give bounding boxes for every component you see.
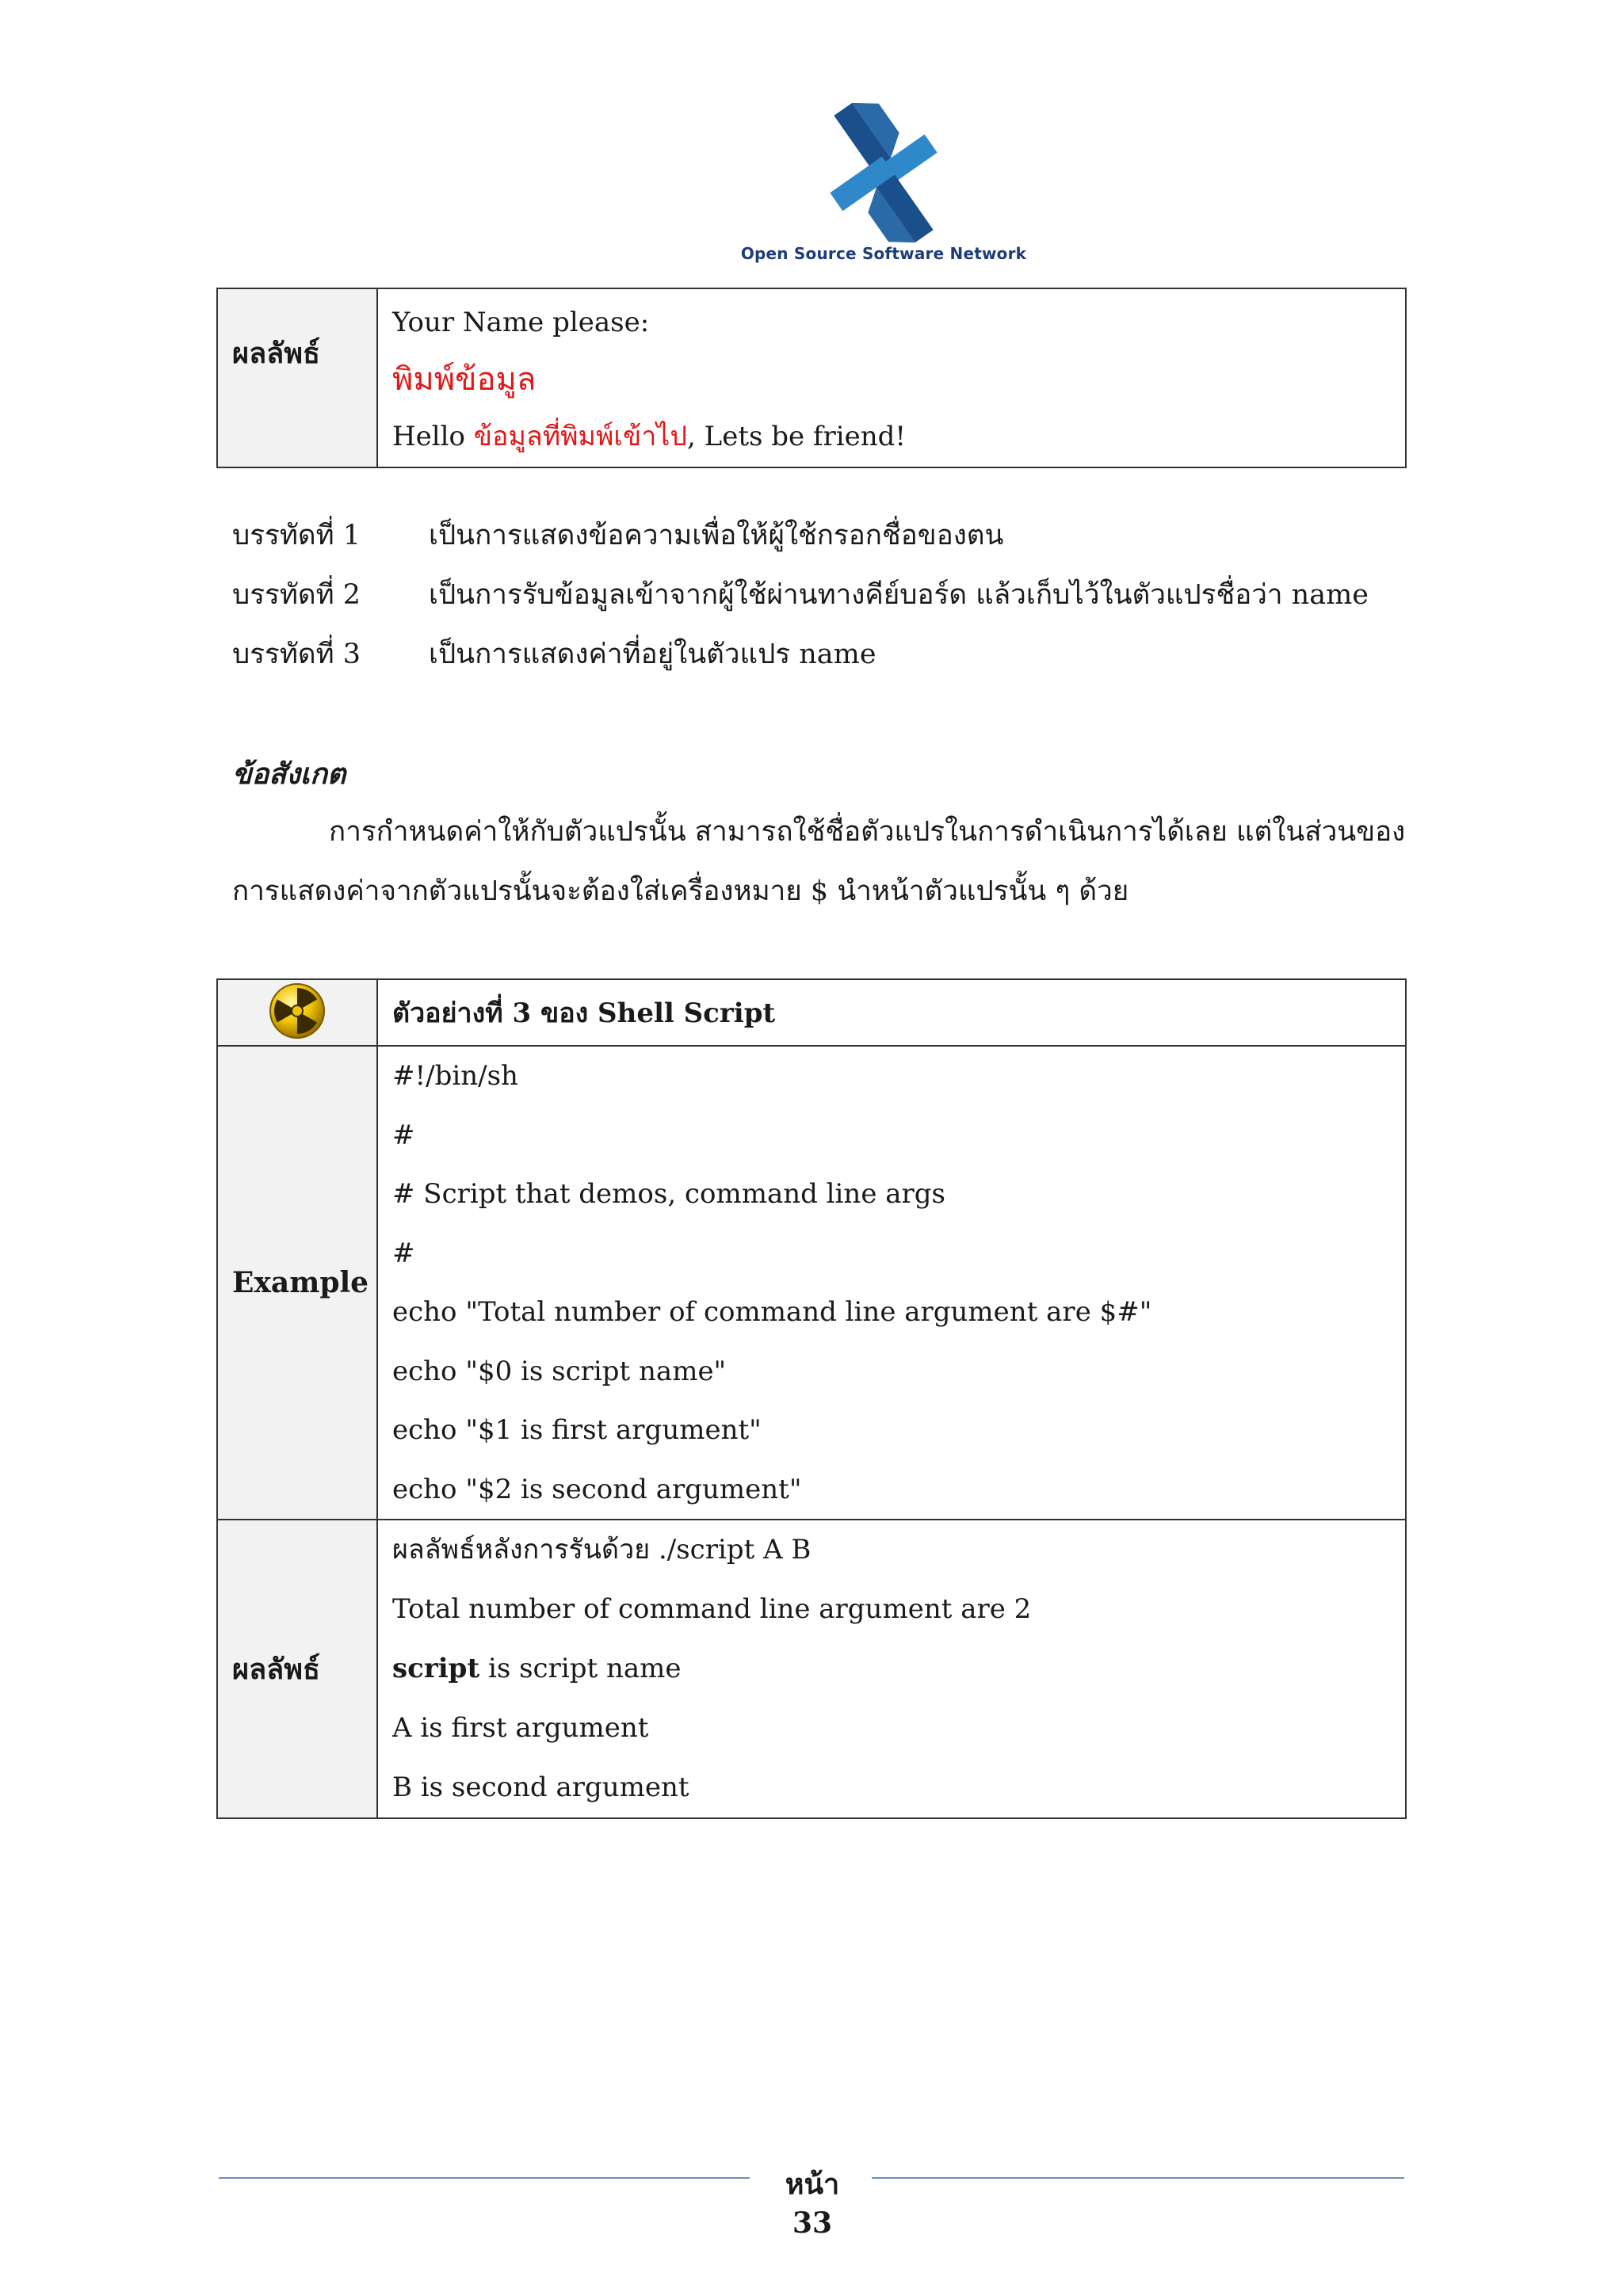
code-line: # [392,1119,415,1151]
result-output-cell [377,288,1406,467]
note-heading: ข้อสังเกต [232,757,346,791]
output-text: Hello [392,421,474,452]
output-line [378,1580,1405,1639]
output-text: is script name [479,1653,682,1684]
output-line [378,307,1405,338]
output-text: Total number of command line argument are 2 [392,1593,1032,1625]
page-number: หน้า 33 [785,2168,840,2240]
example-title-cell [377,979,1406,1046]
result-table-1 [216,288,1407,468]
example-result-label: ผลลัพธ์ [232,1653,320,1686]
radiation-icon [268,982,327,1040]
example-output-cell [377,1520,1406,1818]
description-text: เป็นการแสดงค่าที่อยู่ในตัวแปร name [429,639,876,670]
description-text: เป็นการรับข้อมูลเข้าจากผู้ใช้ผ่านทางคีย์บอร์ด แล้วเก็บไว้ในตัวแปรชื่อว่า name [429,579,1369,611]
description-line-1 [232,513,1003,557]
code-cell [377,1046,1406,1520]
output-text: ผลลัพธ์หลังการรันด้วย ./script A B [392,1534,812,1566]
output-line [378,361,1405,398]
description-line-2 [232,573,1369,616]
description-key: บรรทัดที่ 3 [232,639,361,670]
output-line [378,1699,1405,1758]
output-text: , Lets be friend! [687,421,907,452]
code-line: # [392,1237,415,1269]
user-input-text: ข้อมูลที่พิมพ์เข้าไป [473,421,687,452]
footer-rule-left [219,2177,750,2179]
example-result-label-cell [217,1520,377,1818]
description-key: บรรทัดที่ 1 [232,520,361,551]
example-label: Example [232,1266,369,1299]
code-line: echo "$2 is second argument" [392,1473,802,1505]
example-label-cell [217,1046,377,1520]
code-line: echo "Total number of command line argument are $#" [392,1296,1152,1328]
note-paragraph-line-2: การแสดงค่าจากตัวแปรนั้นจะต้องใส่เครื่องหมาย $ นำหน้าตัวแปรนั้น ๆ ด้วย [232,875,1129,907]
description-text: เป็นการแสดงข้อความเพื่อให้ผู้ใช้กรอกชื่อของตน [429,520,1004,551]
example-title: ตัวอย่างที่ 3 ของ Shell Script [392,997,776,1029]
code-line: #!/bin/sh [392,1060,518,1092]
user-input-text: พิมพ์ข้อมูล [392,361,537,398]
output-text: Your Name please: [392,307,650,338]
code-line: echo "$0 is script name" [392,1355,727,1387]
output-line [378,421,1405,452]
output-line [378,1639,1405,1699]
logo-caption: Open Source Software Network [740,244,1027,263]
footer-rule-right [872,2177,1404,2179]
bold-text: script [392,1653,480,1684]
code-line: # Script that demos, command line args [392,1178,945,1210]
description-key: บรรทัดที่ 2 [232,579,361,611]
description-line-3 [232,632,876,676]
result-label: ผลลัพธ์ [232,337,320,370]
example-icon-cell [217,979,377,1046]
code-line: echo "$1 is first argument" [392,1414,762,1446]
example-table [216,978,1407,1819]
output-text: B is second argument [392,1772,689,1803]
note-paragraph-line-1: การกำหนดค่าให้กับตัวแปรนั้น สามารถใช้ชื่อตัวแปรในการดำเนินการได้เลย แต่ในส่วนของ [329,816,1406,848]
result-label-cell [217,288,377,467]
osn-logo [713,87,1054,277]
output-text: A is first argument [392,1712,649,1744]
output-line [378,1520,1405,1580]
output-line [378,1758,1405,1817]
pinwheel-logo-icon [792,93,975,252]
